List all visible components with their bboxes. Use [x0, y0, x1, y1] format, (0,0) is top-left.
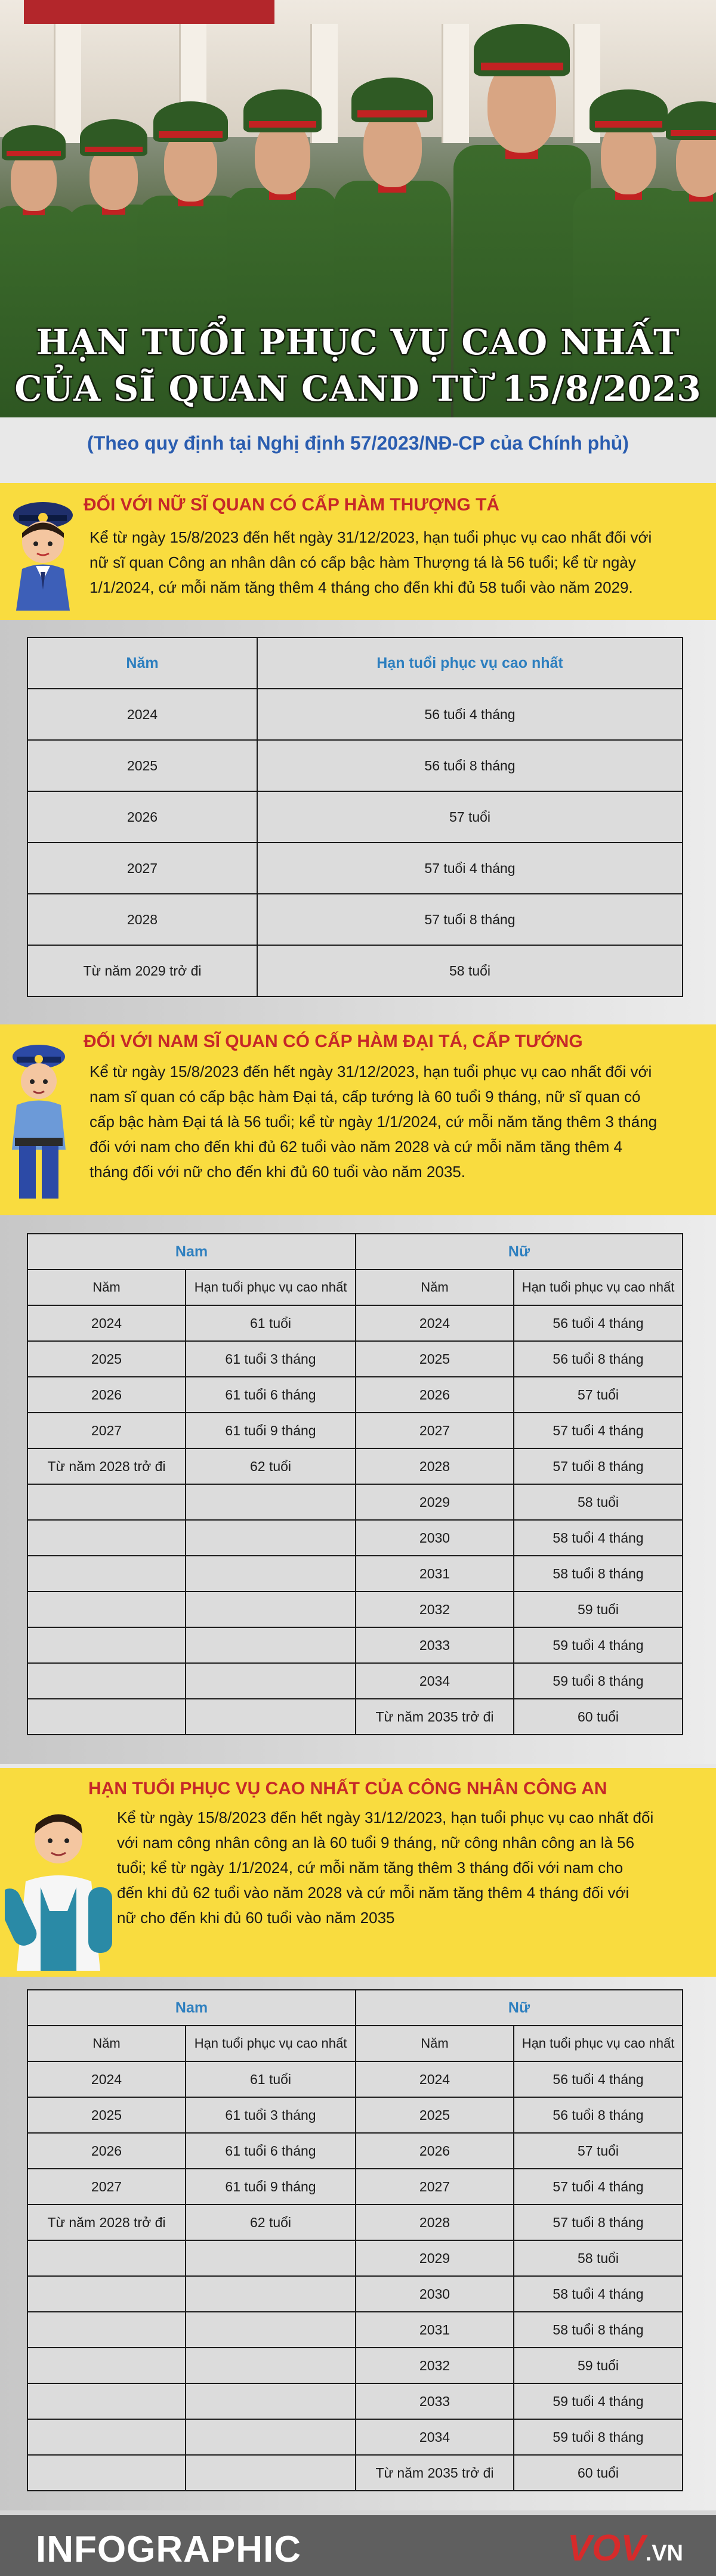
section3-table: [27, 1989, 683, 2491]
table-subheader-year: Năm: [27, 1270, 186, 1305]
officer-figure-part: [7, 151, 61, 156]
male-age-cell: [186, 2383, 356, 2419]
female-age-cell: 58 tuổi 4 tháng: [514, 1520, 683, 1556]
officer-figure-part: [481, 63, 563, 71]
female-year-cell: 2024: [356, 1305, 514, 1341]
section1-table: [27, 637, 683, 997]
table-row: [27, 2133, 683, 2169]
male-age-cell: 61 tuổi: [186, 1305, 356, 1341]
male-age-cell: 61 tuổi: [186, 2061, 356, 2097]
female-year-cell: 2028: [356, 1448, 514, 1484]
male-age-cell: [186, 1556, 356, 1592]
female-year-cell: Từ năm 2035 trở đi: [356, 1699, 514, 1735]
section3-text-line: với nam công nhân công an là 60 tuổi 9 tháng, nữ công nhân công an là 56: [117, 1834, 635, 1852]
female-year-cell: 2028: [356, 2205, 514, 2240]
male-year-cell: Từ năm 2028 trở đi: [27, 2205, 186, 2240]
table-row: [27, 1627, 683, 1663]
section3-text-line: đến khi đủ 62 tuổi vào năm 2028 và cứ mỗi năm tăng thêm 4 tháng đối với: [117, 1884, 629, 1902]
male-age-cell: [186, 1663, 356, 1699]
female-age-cell: 59 tuổi 8 tháng: [514, 1663, 683, 1699]
section2-text-line: nam sĩ quan có cấp bậc hàm Đại tá, cấp tướng là 60 tuổi 9 tháng, nữ sĩ quan có: [90, 1088, 641, 1106]
female-year-cell: 2030: [356, 2276, 514, 2312]
female-age-cell: 57 tuổi 4 tháng: [514, 1413, 683, 1448]
section3-text-line: nữ cho đến khi đủ 60 tuổi vào năm 2035: [117, 1909, 395, 1927]
pillar: [442, 24, 469, 143]
female-year-cell: 2033: [356, 1627, 514, 1663]
male-age-cell: [186, 1484, 356, 1520]
table-subheader-year: Năm: [356, 1270, 514, 1305]
male-year-cell: 2025: [27, 2097, 186, 2133]
male-year-cell: 2024: [27, 1305, 186, 1341]
female-age-cell: 60 tuổi: [514, 1699, 683, 1735]
male-age-cell: 61 tuổi 3 tháng: [186, 1341, 356, 1377]
table-row: [27, 2383, 683, 2419]
female-year-cell: 2033: [356, 2383, 514, 2419]
female-year-cell: Từ năm 2035 trở đi: [356, 2455, 514, 2491]
age-cell: 56 tuổi 8 tháng: [257, 740, 683, 791]
table-row: [27, 2240, 683, 2276]
table-row: [27, 2205, 683, 2240]
table-subheader-age: Hạn tuổi phục vụ cao nhất: [514, 1270, 683, 1305]
table-row: [27, 1592, 683, 1627]
section1-text-line: Kể từ ngày 15/8/2023 đến hết ngày 31/12/2023, hạn tuổi phục vụ cao nhất đối với: [90, 528, 652, 546]
section1-text-line: nữ sĩ quan Công an nhân dân có cấp bậc hàm Thượng tá là 56 tuổi; kể từ ngày: [90, 553, 636, 571]
female-age-cell: 56 tuổi 8 tháng: [514, 2097, 683, 2133]
female-age-cell: 59 tuổi: [514, 2348, 683, 2383]
female-year-cell: 2029: [356, 1484, 514, 1520]
officer-figure-part: [249, 121, 316, 128]
table-row: [27, 2061, 683, 2097]
year-cell: 2028: [27, 894, 257, 945]
section2-text: [90, 1059, 657, 1184]
male-year-cell: [27, 2276, 186, 2312]
male-year-cell: [27, 2383, 186, 2419]
male-age-cell: 61 tuổi 9 tháng: [186, 1413, 356, 1448]
male-year-cell: [27, 2240, 186, 2276]
male-year-cell: [27, 1520, 186, 1556]
female-year-cell: 2034: [356, 1663, 514, 1699]
male-year-cell: [27, 1663, 186, 1699]
table-row: [27, 945, 683, 996]
male-year-cell: 2027: [27, 2169, 186, 2205]
age-cell: 58 tuổi: [257, 945, 683, 996]
male-year-cell: [27, 2312, 186, 2348]
female-year-cell: 2030: [356, 1520, 514, 1556]
male-age-cell: 62 tuổi: [186, 2205, 356, 2240]
table-row: [27, 1484, 683, 1520]
table-subheader-year: Năm: [27, 2026, 186, 2061]
table-row: [27, 1556, 683, 1592]
section3-text-line: Kể từ ngày 15/8/2023 đến hết ngày 31/12/2023, hạn tuổi phục vụ cao nhất đối: [117, 1809, 654, 1826]
male-year-cell: [27, 1699, 186, 1735]
year-cell: 2024: [27, 689, 257, 740]
year-cell: 2026: [27, 791, 257, 843]
section1-banner: [0, 483, 716, 620]
table-group-male: Nam: [27, 1990, 356, 2026]
table-header-year: Năm: [27, 637, 257, 689]
table-row: [27, 1663, 683, 1699]
section3-banner: [0, 1768, 716, 1977]
female-age-cell: 56 tuổi 8 tháng: [514, 1341, 683, 1377]
hero-title-line1: HẠN TUỔI PHỤC VỤ CAO NHẤT: [36, 322, 680, 363]
male-year-cell: 2026: [27, 2133, 186, 2169]
section3-title: HẠN TUỔI PHỤC VỤ CAO NHẤT CỦA CÔNG NHÂN CÔNG AN: [88, 1779, 607, 1798]
female-age-cell: 59 tuổi 8 tháng: [514, 2419, 683, 2455]
male-age-cell: [186, 2276, 356, 2312]
male-age-cell: 61 tuổi 6 tháng: [186, 1377, 356, 1413]
table-row: [27, 791, 683, 843]
female-year-cell: 2031: [356, 2312, 514, 2348]
female-year-cell: 2032: [356, 2348, 514, 2383]
footer-strip: [0, 2510, 716, 2515]
female-age-cell: 59 tuổi 4 tháng: [514, 1627, 683, 1663]
table-row: [27, 1699, 683, 1735]
female-age-cell: 56 tuổi 4 tháng: [514, 2061, 683, 2097]
male-year-cell: [27, 1627, 186, 1663]
female-officer-icon: [7, 491, 79, 611]
vov-logo[interactable]: [567, 2527, 683, 2569]
female-year-cell: 2025: [356, 2097, 514, 2133]
female-age-cell: 57 tuổi 8 tháng: [514, 2205, 683, 2240]
male-year-cell: 2027: [27, 1413, 186, 1448]
female-age-cell: 58 tuổi: [514, 2240, 683, 2276]
male-age-cell: [186, 2348, 356, 2383]
officer-figure-part: [595, 121, 662, 128]
male-age-cell: 62 tuổi: [186, 1448, 356, 1484]
table-header-age: Hạn tuổi phục vụ cao nhất: [257, 637, 683, 689]
year-cell: Từ năm 2029 trở đi: [27, 945, 257, 996]
female-year-cell: 2024: [356, 2061, 514, 2097]
table-subheader-age: Hạn tuổi phục vụ cao nhất: [186, 1270, 356, 1305]
male-year-cell: Từ năm 2028 trở đi: [27, 1448, 186, 1484]
male-age-cell: [186, 2455, 356, 2491]
female-year-cell: 2029: [356, 2240, 514, 2276]
female-year-cell: 2026: [356, 1377, 514, 1413]
female-year-cell: 2027: [356, 2169, 514, 2205]
red-banner-decoration: [24, 0, 274, 24]
table-row: [27, 689, 683, 740]
footer-label: INFOGRAPHIC: [36, 2529, 301, 2570]
year-cell: 2027: [27, 843, 257, 894]
female-age-cell: 58 tuổi: [514, 1484, 683, 1520]
female-age-cell: 57 tuổi: [514, 2133, 683, 2169]
table-row: [27, 2348, 683, 2383]
table-row: [27, 2312, 683, 2348]
year-cell: 2025: [27, 740, 257, 791]
table-group-male: Nam: [27, 1234, 356, 1270]
male-age-cell: [186, 2312, 356, 2348]
female-year-cell: 2026: [356, 2133, 514, 2169]
pillar: [54, 24, 81, 143]
table-row: [27, 1305, 683, 1341]
female-age-cell: 58 tuổi 8 tháng: [514, 2312, 683, 2348]
section2-text-line: đối với nam cho đến khi đủ 62 tuổi vào năm 2028 và cứ mỗi năm tăng thêm 4: [90, 1138, 622, 1156]
male-officer-icon: [6, 1036, 72, 1203]
footer: [0, 2510, 716, 2576]
officer-figure-part: [85, 147, 143, 153]
section2-text-line: tháng đối với nữ cho đến khi đủ 60 tuổi vào năm 2035.: [90, 1163, 465, 1181]
table-row: [27, 740, 683, 791]
age-cell: 57 tuổi: [257, 791, 683, 843]
male-age-cell: 61 tuổi 9 tháng: [186, 2169, 356, 2205]
table-row: [27, 1413, 683, 1448]
section2-text-line: cấp bậc hàm Đại tá là 56 tuổi; kể từ ngày 1/1/2024, cứ mỗi năm tăng thêm 3 tháng: [90, 1113, 658, 1131]
table-subheader-age: Hạn tuổi phục vụ cao nhất: [514, 2026, 683, 2061]
male-age-cell: [186, 1699, 356, 1735]
female-age-cell: 57 tuổi 4 tháng: [514, 2169, 683, 2205]
table-row: [27, 1377, 683, 1413]
table-group-female: Nữ: [356, 1234, 683, 1270]
table-row: [27, 1520, 683, 1556]
male-year-cell: 2025: [27, 1341, 186, 1377]
female-age-cell: 57 tuổi: [514, 1377, 683, 1413]
male-age-cell: 61 tuổi 3 tháng: [186, 2097, 356, 2133]
section2-table: [27, 1233, 683, 1735]
male-year-cell: [27, 2348, 186, 2383]
table-row: [27, 2455, 683, 2491]
male-year-cell: 2026: [27, 1377, 186, 1413]
officer-figure-part: [159, 131, 223, 138]
table-row: [27, 2169, 683, 2205]
female-year-cell: 2025: [356, 1341, 514, 1377]
table-subheader-age: Hạn tuổi phục vụ cao nhất: [186, 2026, 356, 2061]
male-year-cell: 2024: [27, 2061, 186, 2097]
female-year-cell: 2032: [356, 1592, 514, 1627]
female-year-cell: 2034: [356, 2419, 514, 2455]
male-age-cell: [186, 1592, 356, 1627]
worker-icon: [5, 1798, 112, 1971]
female-age-cell: 60 tuổi: [514, 2455, 683, 2491]
age-cell: 57 tuổi 8 tháng: [257, 894, 683, 945]
female-age-cell: 59 tuổi: [514, 1592, 683, 1627]
table-row: [27, 1341, 683, 1377]
male-year-cell: [27, 1592, 186, 1627]
officer-figure-part: [357, 110, 427, 117]
table-row: [27, 2276, 683, 2312]
age-cell: 56 tuổi 4 tháng: [257, 689, 683, 740]
table-group-female: Nữ: [356, 1990, 683, 2026]
female-year-cell: 2027: [356, 1413, 514, 1448]
female-age-cell: 58 tuổi 8 tháng: [514, 1556, 683, 1592]
table-subheader-year: Năm: [356, 2026, 514, 2061]
male-year-cell: [27, 2419, 186, 2455]
section1-title: ĐỐI VỚI NỮ SĨ QUAN CÓ CẤP HÀM THƯỢNG TÁ: [84, 495, 500, 515]
male-age-cell: 61 tuổi 6 tháng: [186, 2133, 356, 2169]
vov-logo-suffix: .VN: [645, 2541, 683, 2566]
officer-figure-part: [671, 130, 716, 136]
table-row: [27, 894, 683, 945]
female-age-cell: 56 tuổi 4 tháng: [514, 1305, 683, 1341]
vov-logo-main: VOV: [567, 2528, 646, 2569]
table-row: [27, 2419, 683, 2455]
section3-text: [117, 1805, 653, 1930]
section1-text-line: 1/1/2024, cứ mỗi năm tăng thêm 4 tháng cho đến khi đủ 58 tuổi vào năm 2029.: [90, 578, 633, 596]
female-year-cell: 2031: [356, 1556, 514, 1592]
female-age-cell: 58 tuổi 4 tháng: [514, 2276, 683, 2312]
section2-banner: [0, 1024, 716, 1215]
female-age-cell: 57 tuổi 8 tháng: [514, 1448, 683, 1484]
male-age-cell: [186, 2419, 356, 2455]
female-age-cell: 59 tuổi 4 tháng: [514, 2383, 683, 2419]
table-row: [27, 843, 683, 894]
male-year-cell: [27, 1556, 186, 1592]
male-year-cell: [27, 2455, 186, 2491]
male-age-cell: [186, 1627, 356, 1663]
section1-text: [90, 525, 652, 600]
section2-title: ĐỐI VỚI NAM SĨ QUAN CÓ CẤP HÀM ĐẠI TÁ, CẤP TƯỚNG: [84, 1032, 583, 1051]
age-cell: 57 tuổi 4 tháng: [257, 843, 683, 894]
section2-text-line: Kể từ ngày 15/8/2023 đến hết ngày 31/12/2023, hạn tuổi phục vụ cao nhất đối với: [90, 1063, 652, 1080]
male-year-cell: [27, 1484, 186, 1520]
male-age-cell: [186, 1520, 356, 1556]
table-row: [27, 1448, 683, 1484]
subtitle: (Theo quy định tại Nghị định 57/2023/NĐ-CP của Chính phủ): [87, 432, 629, 454]
table-row: [27, 2097, 683, 2133]
hero-title-line2: CỦA SĨ QUAN CAND TỪ 15/8/2023: [14, 369, 702, 409]
section3-text-line: tuổi; kể từ ngày 1/1/2024, cứ mỗi năm tăng thêm 3 tháng đối với nam cho: [117, 1859, 624, 1877]
male-age-cell: [186, 2240, 356, 2276]
